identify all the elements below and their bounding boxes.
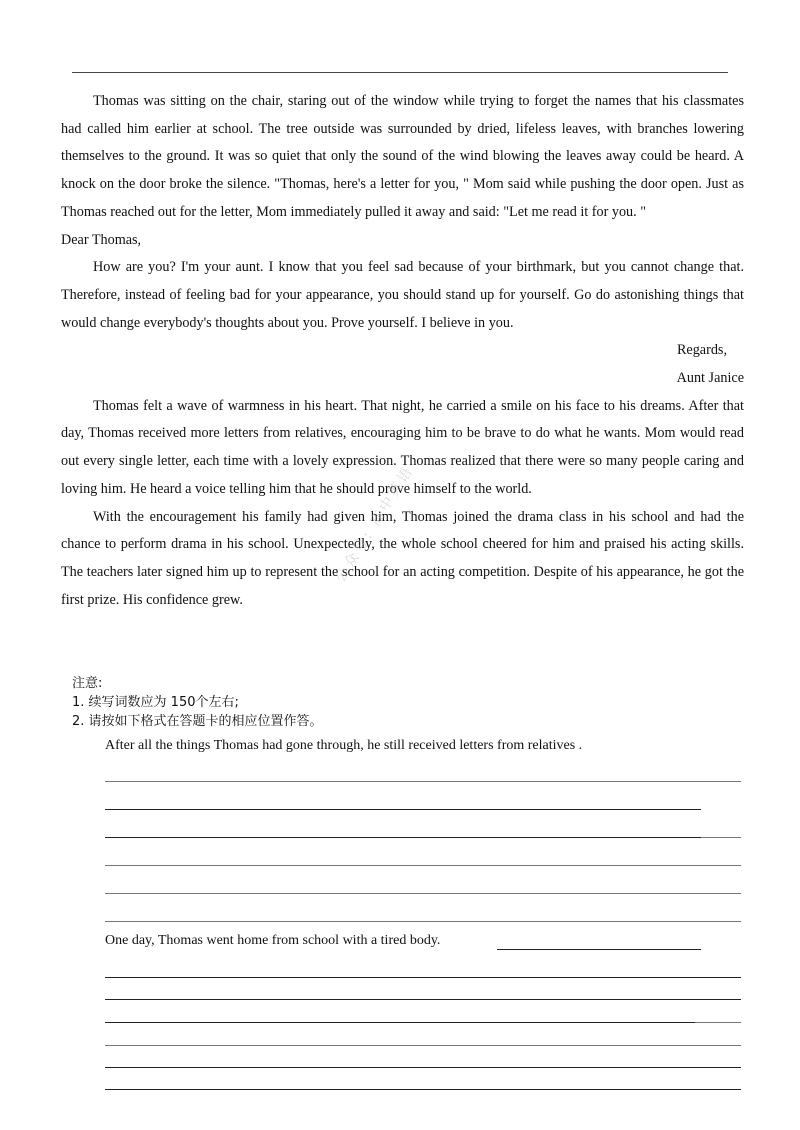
answer-line[interactable] bbox=[105, 1045, 741, 1046]
reading-passage bbox=[61, 88, 744, 614]
notes-item-1: 1. 续写词数应为 150个左右; bbox=[72, 695, 239, 710]
answer-line bbox=[701, 837, 741, 838]
answer-line[interactable] bbox=[105, 1022, 695, 1023]
answer-line[interactable] bbox=[105, 865, 741, 866]
paragraph-3: With the encouragement his family had given him, Thomas joined the drama class in his school and had the chance to perform drama in his school. Unexpectedly, the whole school cheered for him and praised his acting skills. The teachers later signed him up to represent the school for an acting competition. Despite of his appearance, he got the first prize. His confidence grew. bbox=[61, 508, 744, 608]
answer-line[interactable] bbox=[105, 837, 701, 838]
answer-line[interactable] bbox=[105, 1067, 741, 1068]
continuation-prompt-1: After all the things Thomas had gone through, he still received letters from relatives . bbox=[105, 738, 583, 753]
answer-line[interactable] bbox=[105, 809, 701, 810]
continuation-prompt-2: One day, Thomas went home from school with a tired body. bbox=[105, 933, 441, 948]
answer-line[interactable] bbox=[105, 893, 741, 894]
letter-signature: Aunt Janice bbox=[676, 370, 744, 387]
paragraph-2: Thomas felt a wave of warmness in his heart. That night, he carried a smile on his face to his dreams. After that day, Thomas received more letters from relatives, encouraging him to be brave to do what he wants. Mom would read out every single letter, each time with a lovely expression. Thomas realized that there were so many people caring and loving him. He heard a voice telling him that he should prove himself to the world. bbox=[61, 397, 744, 497]
notes-item-2: 2. 请按如下格式在答题卡的相应位置作答。 bbox=[72, 714, 323, 729]
answer-line[interactable] bbox=[105, 1089, 741, 1090]
answer-line bbox=[695, 1022, 741, 1023]
notes bbox=[72, 674, 323, 731]
notes-title: 注意: bbox=[72, 676, 103, 691]
paragraph-1: Thomas was sitting on the chair, staring out of the window while trying to forget the names that his classmates had called him earlier at school. The tree outside was surrounded by dried, lifeless leaves, with branches lowering themselves to the ground. It was so quiet that only the sound of the wind blowing the leaves away could be heard. A knock on the door broke the silence. "Thomas, here's a letter for you, " Mom said while pushing the door open. Just as Thomas reached out for the letter, Mom immediately pulled it away and said: "Let me read it for you. " bbox=[61, 93, 744, 220]
letter-salutation: Dear Thomas, bbox=[61, 231, 142, 248]
watermark: 公众号: 高中英语 bbox=[332, 462, 418, 586]
letter-body: How are you? I'm your aunt. I know that you feel sad because of your birthmark, but you cannot change that. Therefore, instead of feeling bad for your appearance, you should stand up for yourself. Go do astonishing things that would change everybody's thoughts about you. Prove yourself. I believe in you. bbox=[61, 259, 744, 331]
answer-line[interactable] bbox=[105, 977, 741, 978]
letter-closing: Regards, bbox=[676, 342, 727, 359]
answer-line[interactable] bbox=[105, 921, 741, 922]
answer-line[interactable] bbox=[105, 781, 741, 782]
answer-line[interactable] bbox=[105, 999, 741, 1000]
top-rule bbox=[72, 72, 728, 73]
prompt-2-blank[interactable] bbox=[497, 949, 701, 950]
